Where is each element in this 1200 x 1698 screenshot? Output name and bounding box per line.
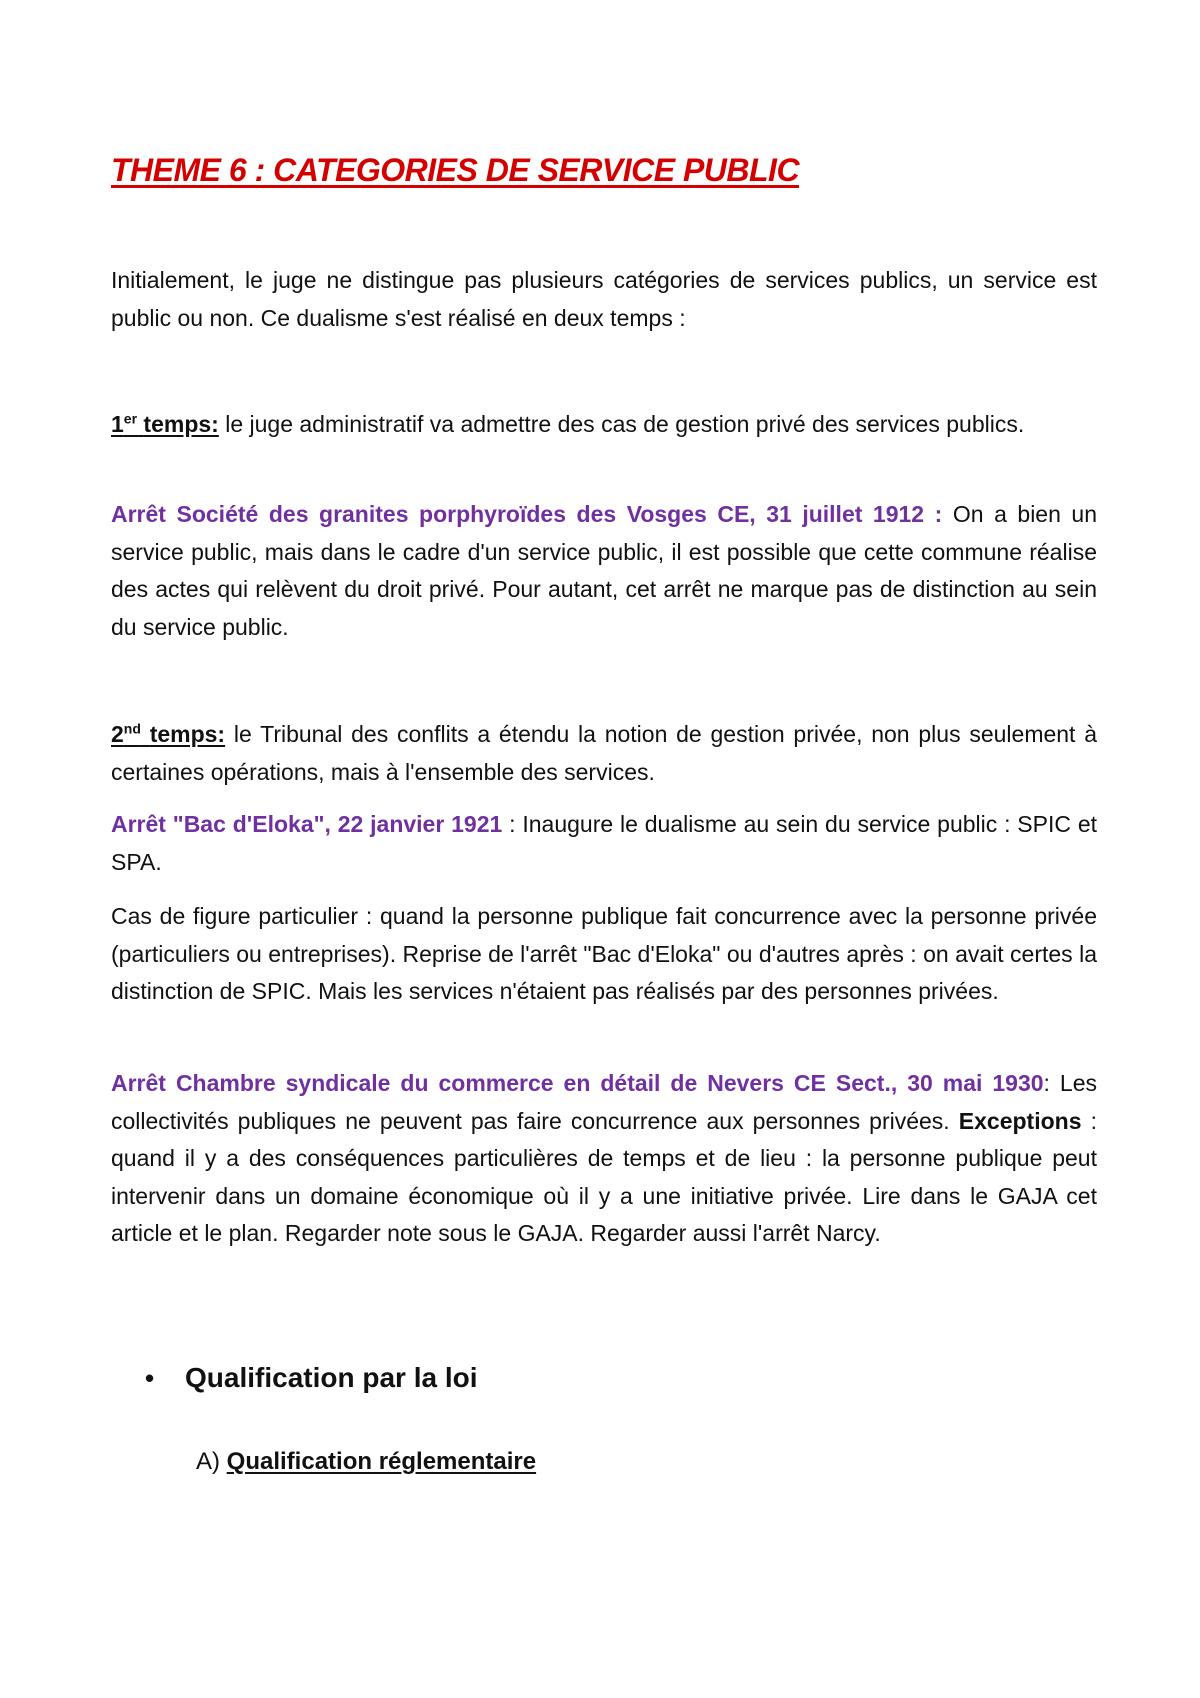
temps2-paragraph	[111, 716, 1097, 791]
temps1-label: temps:	[143, 411, 219, 437]
subsection-prefix: A)	[196, 1448, 220, 1475]
temps2-superscript: nd	[123, 720, 141, 737]
cas-paragraph	[111, 898, 1097, 1011]
temps1-heading	[111, 411, 219, 437]
arret1-paragraph	[111, 496, 1097, 646]
cas-text: Cas de figure particulier : quand la personne publique fait concurrence avec la personne privée (particuliers ou entreprises). Reprise de l'arrêt "Bac d'Eloka" ou d'autres après : on avait certes la distinction de SPIC. Mais les services n'étaient pas réalisés par des personnes privées.	[111, 903, 1097, 1004]
arret3-reference: Arrêt Chambre syndicale du commerce en détail de Nevers CE Sect., 30 mai 1930	[111, 1070, 1044, 1096]
temps1-paragraph	[111, 406, 1097, 444]
temps2-text: le Tribunal des conflits a étendu la notion de gestion privée, non plus seulement à certaines opérations, mais à l'ensemble des services.	[111, 721, 1098, 785]
subsection-heading	[196, 1448, 536, 1476]
arret1-reference: Arrêt Société des granites porphyroïdes des Vosges CE, 31 juillet 1912 :	[111, 501, 943, 527]
bullet-icon: •	[145, 1363, 155, 1393]
section-heading-text: Qualification par la loi	[185, 1362, 478, 1393]
arret2-text: : Inaugure le dualisme au sein du service public : SPIC et SPA.	[111, 811, 1098, 875]
arret2-paragraph	[111, 806, 1097, 881]
intro-paragraph	[111, 262, 1097, 337]
temps1-number: 1	[111, 411, 124, 437]
temps1-text: le juge administratif va admettre des cas de gestion privé des services publics.	[225, 411, 1025, 437]
intro-text: Initialement, le juge ne distingue pas plusieurs catégories de services publics, un service est public ou non. Ce dualisme s'est réalisé en deux temps :	[111, 267, 1097, 331]
exceptions-label: Exceptions	[958, 1107, 1082, 1134]
arret3-paragraph	[111, 1065, 1097, 1253]
arret3-text1: : Les collectivités publiques ne peuvent pas faire concurrence aux personnes privées.	[111, 1070, 1097, 1134]
temps2-label: temps:	[149, 721, 226, 747]
section-heading	[145, 1362, 478, 1394]
arret2-reference: Arrêt "Bac d'Eloka", 22 janvier 1921	[111, 811, 503, 837]
arret3-text2: : quand il y a des conséquences particulières de temps et de lieu : la personne publique peut intervenir dans un domaine économique où il y a une initiative privée. Lire dans le GAJA cet article et le plan. Regarder note sous le GAJA. Regarder aussi l'arrêt Narcy.	[111, 1107, 1097, 1246]
subsection-label: Qualification réglementaire	[226, 1448, 537, 1475]
temps1-superscript: er	[123, 410, 138, 427]
temps2-number: 2	[111, 721, 124, 747]
arret1-text: On a bien un service public, mais dans le cadre d'un service public, il est possible que cette commune réalise des actes qui relèvent du droit privé. Pour autant, cet arrêt ne marque pas de distinction au sein du service public.	[111, 501, 1098, 640]
temps2-heading	[111, 721, 225, 747]
page-title: THEME 6 : CATEGORIES DE SERVICE PUBLIC	[111, 152, 800, 188]
